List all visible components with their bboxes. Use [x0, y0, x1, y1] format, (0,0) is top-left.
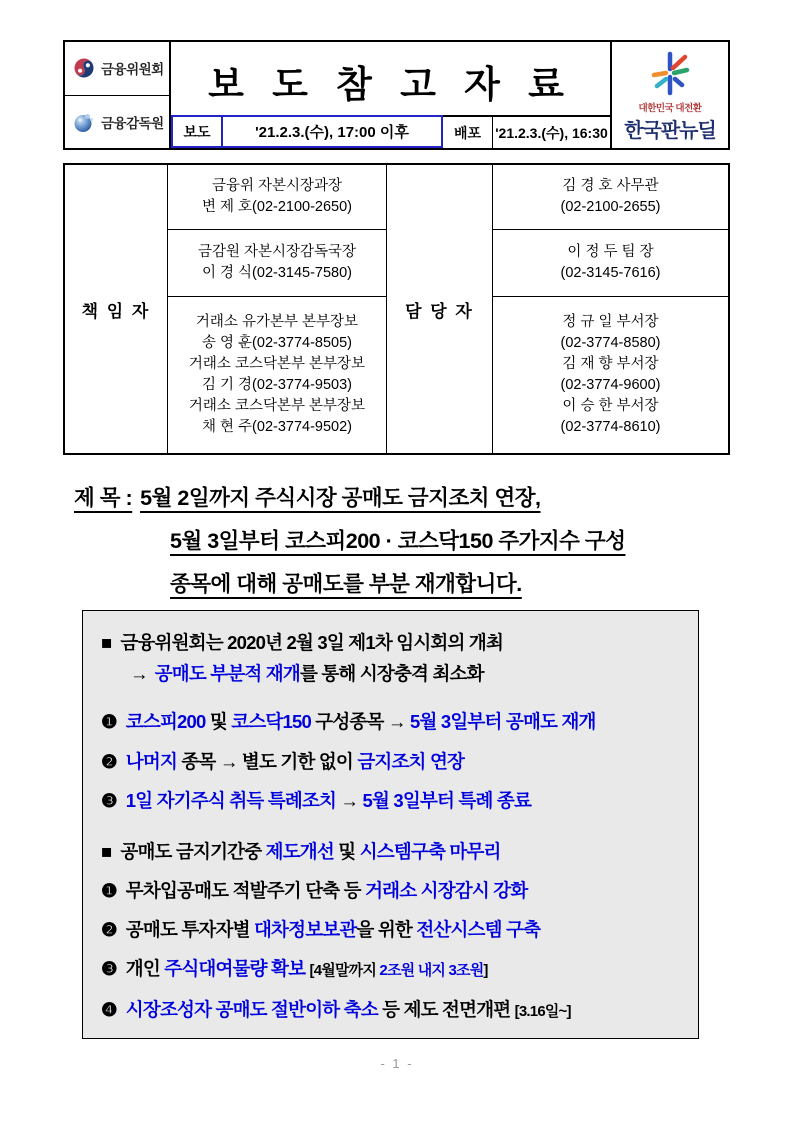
subject-text-2: 5월 3일부터 코스피200 · 코스닥150 주가지수 구성 — [170, 529, 626, 553]
text-segment: 5월 3일부터 공매도 재개 — [409, 711, 596, 732]
fsc-taegeuk-icon — [72, 56, 96, 80]
fss-org-label: 금융감독원 — [101, 115, 164, 131]
text-segment: 을 위한 — [356, 919, 417, 940]
schedule-row — [171, 115, 610, 148]
contact-line: 채 현 주(02-3774-9502) — [201, 419, 353, 435]
text-segment: 를 통해 시장충격 최소화 — [299, 663, 484, 684]
contact-line: (02-2100-2655) — [560, 199, 661, 215]
subject-line-3 — [170, 564, 740, 604]
subject-line-1 — [74, 478, 740, 518]
newdeal-brand: 한국판뉴딜 — [624, 120, 716, 142]
summary-line — [101, 661, 684, 687]
text-segment: 등 제도 전면개편 — [377, 999, 515, 1020]
org-logo-column — [65, 42, 171, 148]
text-segment: 금융위원회는 2020년 2월 3일 제1차 임시회의 개최 — [120, 632, 504, 653]
text-segment: 금지조치 연장 — [357, 751, 465, 772]
distribution-label: 배포 — [443, 117, 493, 148]
summary-line — [101, 630, 684, 656]
release-label: 보도 — [173, 117, 223, 146]
bullet-marker: ❶ — [101, 880, 117, 901]
text-segment: 개인 — [125, 958, 165, 979]
bullet-marker: ■ — [101, 841, 112, 862]
contact-persons-label: 담 당 자 — [387, 165, 493, 453]
contact-line: 김 기 경(02-3774-9503) — [201, 377, 353, 393]
text-segment: [4월말까지 — [309, 962, 380, 979]
subject-line-2 — [170, 521, 740, 561]
subject-label: 제 목 : — [74, 486, 133, 510]
fss-org-cell — [65, 96, 169, 149]
contact-line: 금감원 자본시장감독국장 — [197, 244, 357, 260]
release-datetime: '21.2.3.(수), 17:00 이후 — [255, 124, 409, 141]
bullet-marker: ❹ — [101, 999, 117, 1020]
text-segment: 주식대여물량 확보 — [164, 958, 306, 979]
bullet-marker: ❶ — [101, 711, 117, 732]
subject-text-3: 종목에 대해 공매도를 부분 재개합니다. — [170, 572, 522, 596]
text-segment: 종목 → 별도 기한 없이 — [177, 751, 358, 772]
responsible-cell-fsc — [168, 165, 387, 230]
text-segment: [3.16일~] — [514, 1003, 571, 1020]
contact-line: (02-3774-8580) — [560, 335, 661, 351]
text-segment: 구성종목 → — [310, 711, 410, 732]
text-segment: 제도개선 — [265, 841, 334, 862]
bullet-marker: ❷ — [101, 751, 117, 772]
page-number: - 1 - — [380, 1056, 414, 1071]
fsc-org-label: 금융위원회 — [101, 62, 164, 78]
bullet-marker: ❸ — [101, 958, 117, 979]
fss-globe-icon — [72, 110, 96, 134]
korean-newdeal-logo — [610, 42, 728, 148]
contact-line: (02-3774-8610) — [560, 419, 661, 435]
contact-line: 정 규 일 부서장 — [562, 314, 659, 330]
contact-line: 김 경 호 사무관 — [562, 178, 659, 194]
text-segment: 1일 자기주식 취득 특례조치 — [125, 790, 337, 811]
text-segment: 5월 3일부터 특례 종료 — [362, 790, 532, 811]
summary-line — [101, 878, 684, 904]
summary-line — [101, 997, 684, 1025]
contact-line: (02-3774-9600) — [560, 377, 661, 393]
responsible-cell-krx — [168, 297, 387, 453]
bullet-marker: ■ — [101, 632, 112, 653]
distribution-datetime: '21.2.3.(수), 16:30 — [495, 124, 608, 141]
text-segment: 및 — [333, 841, 360, 862]
responsible-cell-fss — [168, 230, 387, 297]
summary-line — [101, 839, 684, 865]
summary-box — [82, 610, 699, 1039]
release-schedule-cells — [171, 115, 443, 148]
summary-line — [101, 788, 684, 814]
contact-line: 거래소 유가본부 본부장보 — [195, 314, 359, 330]
text-segment: 전산시스템 구축 — [416, 919, 541, 940]
bullet-marker: ❸ — [101, 790, 117, 811]
summary-line — [101, 749, 684, 775]
summary-line — [101, 917, 684, 943]
text-segment: 코스피200 — [125, 711, 206, 732]
text-segment: 시스템구축 마무리 — [359, 841, 501, 862]
summary-line — [101, 956, 684, 984]
text-segment: 공매도 투자자별 — [125, 919, 254, 940]
summary-line — [101, 709, 684, 735]
contact-cell-krx — [493, 297, 728, 453]
contact-line: 이 정 두 팀 장 — [567, 244, 654, 260]
text-segment: 시장조성자 공매도 절반이하 축소 — [125, 999, 378, 1020]
text-segment: 거래소 시장감시 강화 — [365, 880, 528, 901]
text-segment: 공매도 부분적 재개 — [154, 663, 300, 684]
document-type-title: 보 도 참 고 자 료 — [208, 63, 573, 105]
contact-line: 송 영 훈(02-3774-8505) — [201, 335, 353, 351]
contact-line: 변 제 호(02-2100-2650) — [201, 199, 353, 215]
newdeal-tagline: 대한민국 대전환 — [638, 103, 702, 114]
fsc-org-cell — [65, 42, 169, 96]
contact-line: 이 경 식(02-3145-7580) — [201, 265, 353, 281]
text-segment: 코스닥150 — [231, 711, 311, 732]
text-segment: 대차정보보관 — [253, 919, 357, 940]
contacts-table — [63, 163, 730, 455]
contact-cell-fss — [493, 230, 728, 297]
contact-cell-fsc — [493, 165, 728, 230]
bullet-marker: → — [130, 663, 148, 684]
contact-line: 거래소 코스닥본부 본부장보 — [188, 356, 366, 372]
text-segment: 및 — [205, 711, 232, 732]
text-segment: 나머지 — [125, 751, 178, 772]
contact-line: (02-3145-7616) — [560, 265, 661, 281]
text-segment: 2조원 내지 3조원 — [379, 962, 484, 979]
text-segment: → — [336, 790, 363, 811]
text-segment: 무차입공매도 적발주기 단축 등 — [125, 880, 366, 901]
responsible-persons-label: 책 임 자 — [65, 165, 168, 453]
header-center-column — [171, 42, 610, 148]
text-segment: ] — [483, 962, 488, 979]
subject-block — [74, 478, 740, 607]
contact-line: 이 승 한 부서장 — [562, 398, 659, 414]
newdeal-asterisk-icon — [644, 51, 696, 97]
text-segment: 공매도 금지기간중 — [120, 841, 266, 862]
contact-line: 금융위 자본시장과장 — [211, 178, 343, 194]
contact-line: 거래소 코스닥본부 본부장보 — [188, 398, 366, 414]
bullet-marker: ❷ — [101, 919, 117, 940]
subject-text-1: 5월 2일까지 주식시장 공매도 금지조치 연장, — [140, 486, 541, 510]
header-table — [63, 40, 730, 150]
contact-line: 김 재 향 부서장 — [562, 356, 659, 372]
